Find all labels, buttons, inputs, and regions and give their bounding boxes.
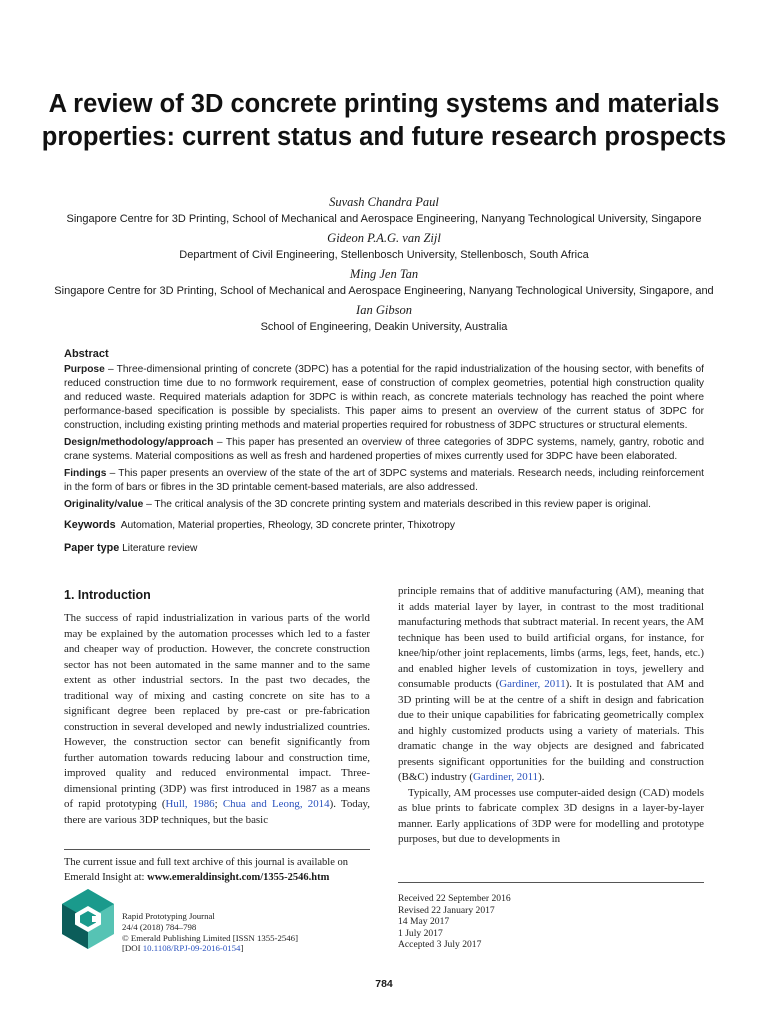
date-line: Revised 22 January 2017 bbox=[398, 904, 495, 916]
journal-info bbox=[122, 911, 298, 954]
abstract-findings bbox=[64, 467, 704, 495]
abstract-label: Findings bbox=[64, 467, 107, 479]
page-number: 784 bbox=[375, 978, 393, 990]
abstract-design bbox=[64, 436, 704, 464]
body-text: ). Today, there are various 3DP techniques, but the basic bbox=[64, 798, 371, 826]
citation-link[interactable]: Gardiner, 2011 bbox=[473, 771, 539, 783]
abstract-label: Purpose bbox=[64, 363, 105, 375]
body-text: ). It is postulated that AM and 3D printing will be at the centre of a shift in design and fabrication due to their unique capabilities for fabricating geometrically complex and highly customized products using a variety of materials. This dramatic change in the way objects are designed and fabricated presents significant opportunities for the building and construction (B&C) industry ( bbox=[398, 678, 704, 783]
keywords bbox=[64, 519, 455, 531]
abstract-text: – This paper presents an overview of the state of the art of 3DPC systems and materials. Research needs, including reinforcement in the form of bars or fibres in the 3D printable cement-based materials, are also addressed. bbox=[64, 467, 704, 493]
body-text: ; bbox=[214, 798, 223, 810]
abstract-text: – The critical analysis of the 3D concrete printing system and materials described in this review paper is original. bbox=[143, 498, 651, 510]
keywords-text: Automation, Material properties, Rheology, 3D concrete printer, Thixotropy bbox=[120, 520, 455, 531]
archive-text: The current issue and full text archive of this journal is available on Emerald Insight at: bbox=[64, 857, 348, 883]
date-line: 1 July 2017 bbox=[398, 927, 443, 939]
citation-link[interactable]: Hull, 1986 bbox=[165, 798, 215, 810]
doi-prefix: [DOI bbox=[122, 943, 143, 954]
body-text: The success of rapid industrialization in various parts of the world may be explained by the automation processes which led to a faster and cheaper way of production. However, the concrete construction sector has not been automated in the same manner and to the same extent as other industrial sectors. In the past two decades, the traditional way of mixing and casting concrete on site has to a significant degree been replaced by pre-cast or pre-fabrication construction in several developed and newly industrialized countries. However, the construction sector can benefit significantly from further automation towards reducing labour and construction time, improved quality and reduced environmental impact. Three-dimensional printing (3DP) was first introduced in 1987 as a means of rapid prototyping ( bbox=[64, 612, 370, 810]
abstract-text: – Three-dimensional printing of concrete (3DPC) has a potential for the rapid industrialization of the housing sector, with benefits of reduced construction time due to no formwork requirement, ease of construction of complex geometries, potential high construction quality and reduced waste. Required materials adaption for 3DPC is within reach, as concrete materials technology has reached the point where performance-based specification is possible by specialists. This paper aims to present an overview of the current status of 3DPC for construction, including existing printing methods and material properties required for robustness of 3DPC structures or structural elements. bbox=[64, 363, 704, 431]
abstract-originality bbox=[64, 498, 704, 512]
abstract-label: Design/methodology/approach bbox=[64, 436, 214, 448]
body-paragraph: Typically, AM processes use computer-aided design (CAD) models as blue prints to fabricate complex 3D designs in a layer-by-layer manner. Early applications of 3DP were for modelling and prototype purposes, but due to developments in bbox=[398, 786, 704, 845]
history-dates bbox=[398, 893, 511, 951]
date-line: 14 May 2017 bbox=[398, 916, 450, 928]
author-affiliation: Department of Civil Engineering, Stellenbosch University, Stellenbosch, South Africa bbox=[179, 249, 589, 261]
author-name: Ming Jen Tan bbox=[349, 267, 419, 281]
body-paragraph bbox=[398, 584, 704, 786]
body-text: ). bbox=[538, 771, 545, 783]
paper-type-label: Paper type bbox=[64, 542, 120, 554]
paper-title: A review of 3D concrete printing systems and materials properties: current status and future research prospects bbox=[41, 90, 727, 151]
divider bbox=[64, 849, 370, 850]
author-affiliation: School of Engineering, Deakin University, Australia bbox=[260, 321, 508, 333]
author-name: Suvash Chandra Paul bbox=[329, 195, 439, 209]
author-name: Ian Gibson bbox=[356, 303, 412, 317]
archive-url-link[interactable]: www.emeraldinsight.com/1355-2546.htm bbox=[147, 872, 330, 883]
citation-link[interactable]: Chua and Leong, 2014 bbox=[222, 798, 330, 810]
body-paragraph bbox=[64, 611, 370, 828]
abstract-text: – This paper has presented an overview of three categories of 3DPC systems, namely, gantry, robotic and crane systems. Material compositions as well as fresh and hardened properties of mixes currently used for 3DPC have been elaborated. bbox=[64, 436, 704, 462]
archive-note bbox=[64, 855, 374, 885]
journal-volume: 24/4 (2018) 784–798 bbox=[122, 921, 197, 932]
emerald-logo-icon bbox=[62, 889, 114, 949]
journal-name: Rapid Prototyping Journal bbox=[122, 911, 215, 921]
journal-doi bbox=[122, 943, 298, 954]
doi-suffix: ] bbox=[240, 943, 244, 954]
section-heading: 1. Introduction bbox=[64, 588, 151, 602]
abstract bbox=[64, 348, 704, 515]
paper-type-text: Literature review bbox=[122, 543, 198, 554]
citation-link[interactable]: Gardiner, 2011 bbox=[499, 678, 566, 690]
body-column-right bbox=[398, 584, 704, 848]
journal-publisher: © Emerald Publishing Limited [ISSN 1355-2546] bbox=[122, 932, 299, 943]
authors-block bbox=[30, 194, 738, 338]
doi-link[interactable]: 10.1108/RPJ-09-2016-0154 bbox=[142, 943, 241, 954]
date-line: Accepted 3 July 2017 bbox=[398, 939, 482, 951]
date-line: Received 22 September 2016 bbox=[398, 893, 511, 904]
body-column-left bbox=[64, 611, 370, 828]
abstract-label: Originality/value bbox=[64, 498, 144, 510]
abstract-purpose bbox=[64, 363, 704, 433]
author-affiliation: Singapore Centre for 3D Printing, School of Mechanical and Aerospace Engineering, Nanyang Technological University, Singapore bbox=[66, 213, 702, 225]
body-text: principle remains that of additive manufacturing (AM), meaning that it adds material layer by layer, in contrast to the most traditional manufacturing methods that subtract material. In recent years, the AM technique has been used to build artificial organs, for instance, for knee/hip/other joint replacements, limbs (arms, legs, feet, hands, etc.) and enabled higher levels of customization in toys, jewellery and consumable products ( bbox=[398, 585, 704, 690]
divider bbox=[398, 882, 704, 883]
author-affiliation: Singapore Centre for 3D Printing, School of Mechanical and Aerospace Engineering, Nanyang Technological University, Singapore, and bbox=[54, 285, 714, 297]
author-name: Gideon P.A.G. van Zijl bbox=[327, 231, 441, 245]
keywords-label: Keywords bbox=[64, 519, 116, 531]
paper-type bbox=[64, 542, 197, 554]
abstract-heading: Abstract bbox=[64, 348, 109, 360]
